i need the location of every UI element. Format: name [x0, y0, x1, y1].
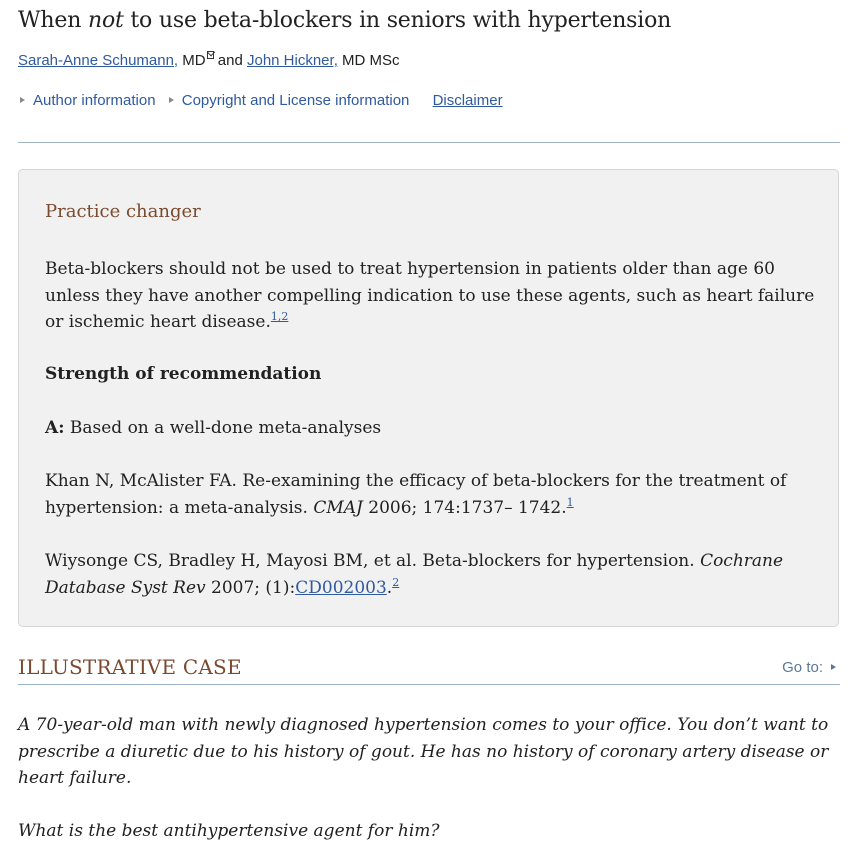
title-part-1: When [18, 8, 88, 33]
reference-link[interactable]: 1,2 [270, 310, 289, 323]
reference-khan [45, 468, 825, 521]
disclaimer-link[interactable]: Disclaimer [432, 92, 503, 109]
reference-link[interactable]: 1 [566, 495, 574, 509]
author-information-toggle[interactable] [20, 92, 156, 109]
recommendation-grade [45, 415, 825, 442]
author-list [18, 51, 400, 71]
reference-link[interactable]: 2 [392, 575, 400, 589]
author-link-hickner[interactable]: John Hickner, [246, 52, 338, 69]
practice-changer-heading: Practice changer [45, 201, 201, 222]
author-degree: MD [178, 52, 206, 69]
copyright-toggle[interactable] [169, 92, 410, 109]
title-emphasis: not [87, 8, 124, 33]
grade-label: A: [45, 418, 65, 438]
case-description: A 70-year-old man with newly diagnosed hypertension comes to your office. You don’t want to prescribe a diuretic due to his history of gout. He has no history of coronary artery disease or heart failure. [18, 715, 829, 788]
strength-of-recommendation-heading: Strength of recommendation [45, 364, 322, 384]
author-connector: and [213, 52, 247, 69]
reference-text: Khan N, McAlister FA. Re-examining the efficacy of beta-blockers for the treatment of hypertension: a meta-analysis. [45, 471, 787, 518]
case-question: What is the best antihypertensive agent for him? [18, 821, 440, 841]
title-part-2: to use beta-blockers in seniors with hypertension [123, 8, 672, 33]
practice-changer-summary [45, 256, 825, 336]
section-heading: ILLUSTRATIVE CASE [18, 655, 242, 679]
reference-wiysonge [45, 548, 825, 601]
goto-label: Go to: [782, 659, 823, 676]
reference-citation: 2007; (1): [205, 577, 296, 598]
author-link-schumann[interactable]: Sarah-Anne Schumann, [18, 52, 179, 69]
summary-text: Beta-blockers should not be used to treat hypertension in patients older than age 60 unless they have another compelling indication to use these agents, such as heart failure or ischemic heart disease. [45, 259, 815, 332]
reference-period: . [386, 577, 393, 598]
article-title [18, 6, 671, 36]
triangle-right-icon [831, 664, 836, 670]
triangle-right-icon [20, 97, 25, 103]
journal-name: CMAJ [313, 497, 363, 518]
cd002003-link[interactable]: CD002003 [295, 577, 387, 598]
reference-text: Wiysonge CS, Bradley H, Mayosi BM, et al. Beta-blockers for hypertension. [45, 551, 701, 571]
reference-citation: 2006; 174:1737– 1742. [362, 497, 567, 518]
author-information-label: Author information [33, 92, 156, 109]
goto-menu[interactable] [782, 659, 836, 676]
grade-text: Based on a well-done meta-analyses [64, 418, 382, 438]
article-meta-links [20, 91, 503, 111]
email-icon[interactable] [207, 51, 214, 59]
author-degree: MD MSc [337, 52, 400, 69]
section-divider [18, 684, 840, 685]
copyright-label: Copyright and License information [181, 92, 410, 109]
triangle-right-icon [169, 97, 174, 103]
divider [18, 142, 840, 143]
journal-name: Cochrane Database Syst Rev [45, 551, 784, 598]
practice-changer-box [18, 169, 839, 627]
